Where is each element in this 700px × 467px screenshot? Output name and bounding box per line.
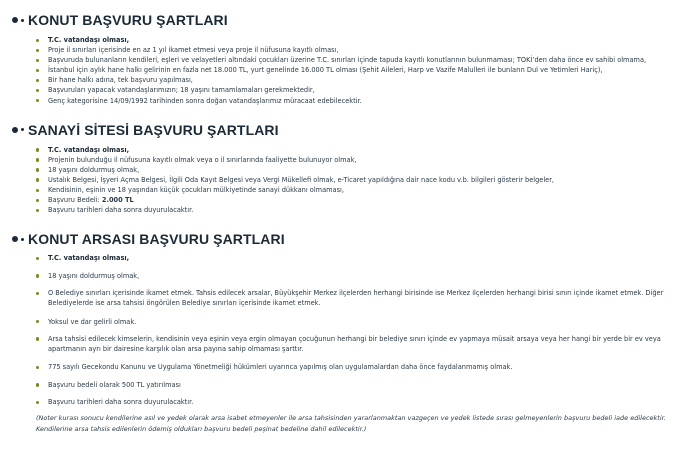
bullet-icon [36, 209, 39, 212]
section-title-text: KONUT ARSASI BAŞVURU ŞARTLARI [28, 231, 285, 248]
list-item: Genç kategorisine 14/09/1992 tarihinden sonra doğan vatandaşlarımız müracaat edebilecektir. [36, 96, 688, 106]
list-item: T.C. vatandaşı olması, [36, 253, 688, 263]
title-bullet-icon [12, 236, 24, 242]
requirements-list [12, 145, 688, 216]
requirements-list [12, 35, 688, 106]
list-item: Başvuruda bulunanların kendileri, eşleri ve velayetleri altındaki çocukları üzerine T.C. sınırları içinde tapuda kayıtlı konutlarının bulunmaması; TOKİ’den daha önce ev sahibi olmama, [36, 55, 688, 65]
list-item: Bir hane halkı adına, tek başvuru yapılması, [36, 75, 688, 85]
fee-amount: 2.000 TL [101, 196, 134, 205]
list-item: Başvuru tarihleri daha sonra duyurulacaktır. [36, 205, 688, 215]
bullet-icon [36, 49, 39, 52]
list-item: Ustalık Belgesi, İşyeri Açma Belgesi, İlgili Oda Kayıt Belgesi veya Vergi Mükellefi olmak, e-Ticaret yapıldığına dair nace kodu v.b. bilgileri gösterir belgeler, [36, 175, 688, 185]
bullet-icon [36, 401, 39, 404]
section-sanayi-sitesi [12, 120, 688, 216]
bullet-icon [36, 99, 39, 102]
list-item: 18 yaşını doldurmuş olmak, [36, 271, 688, 281]
bullet-icon [36, 59, 39, 62]
footnote: (Noter kurası sonucu kendilerine asıl ve yedek olarak arsa isabet etmeyenler ile arsa tahsisinden yararlanmaktan vazgeçen ve yedek listede sırası gelmeyenlerin başvuru bedeli iade edilecektir. Kendilerine arsa tahsis edilenlerin ödemiş oldukları başvuru bedeli peşinat bedeline dahil edilecektir.) [36, 414, 666, 433]
bullet-icon [36, 320, 39, 323]
list-item: T.C. vatandaşı olması, [36, 35, 688, 45]
bullet-icon [36, 178, 39, 181]
bullet-icon [36, 39, 39, 42]
list-item: Başvuruları yapacak vatandaşlarımızın; 18 yaşını tamamlamaları gerekmektedir, [36, 85, 688, 95]
list-item: Proje il sınırları içerisinde en az 1 yıl ikamet etmesi veya proje il nüfusuna kayıtlı olması, [36, 45, 688, 55]
section-konut-arsasi [12, 229, 688, 434]
list-item: Arsa tahsisi edilecek kimselerin, kendisinin veya eşinin veya ergin olmayan çocuğunun herhangi bir belediye sınırı içinde ev yapmaya müsait arsaya veya her hangi bir yerde bir ev veya apartmanın ayrı bir dairesine karşılık olan arsa payına sahip olmaması şarttır. [36, 334, 688, 354]
bullet-icon [36, 148, 39, 151]
list-item: Başvuru tarihleri daha sonra duyurulacaktır. [36, 397, 688, 407]
section-title [12, 120, 688, 140]
section-title-text: KONUT BAŞVURU ŞARTLARI [28, 12, 228, 28]
bullet-icon [36, 366, 39, 369]
bullet-icon [36, 69, 39, 72]
list-item: Yoksul ve dar gelirli olmak. [36, 317, 688, 327]
bullet-icon [36, 199, 39, 202]
section-title [12, 10, 688, 30]
section-title [12, 229, 688, 249]
list-item: 775 sayılı Gecekondu Kanunu ve Uygulama Yönetmeliği hükümleri uyarınca yapılmış olan uygulamalardan daha önce faydalanmamış olmak. [36, 362, 688, 372]
bullet-icon [36, 257, 39, 260]
bullet-icon [36, 79, 39, 82]
list-item: Kendisinin, eşinin ve 18 yaşından küçük çocukları mülkiyetinde sanayi dükkanı olmaması, [36, 185, 688, 195]
bullet-icon [36, 383, 39, 386]
bullet-icon [36, 158, 39, 161]
bullet-icon [36, 337, 39, 340]
bullet-icon [36, 89, 39, 92]
list-item: O Belediye sınırları içerisinde ikamet etmek. Tahsis edilecek arsalar, Büyükşehir Merkez ilçelerden herhangi birisinde ise Merkez ilçelerden herhangi birisi sınırı içinde ikamet etmek. Diğer Belediyelerde ise arsa tahsisi öngörülen Belediye sınırları içerisinde ikamet etmek. [36, 288, 688, 308]
list-item: İstanbul için aylık hane halkı gelirinin en fazla net 18.000 TL, yurt genelinde 16.000 TL olması (Şehit Aileleri, Harp ve Vazife Malulleri ile bunların Dul ve Yetimleri Hariç), [36, 65, 688, 75]
list-item: Projenin bulunduğu il nüfusuna kayıtlı olmak veya o il sınırlarında faaliyette bulunuyor olmak, [36, 155, 688, 165]
list-item: Başvuru bedeli olarak 500 TL yatırılması [36, 380, 688, 390]
title-bullet-icon [12, 127, 24, 133]
requirements-list [12, 253, 688, 407]
bullet-icon [36, 274, 39, 277]
title-bullet-icon [12, 17, 24, 23]
list-item: 18 yaşını doldurmuş olmak, [36, 165, 688, 175]
list-item: Başvuru Bedeli: 2.000 TL [36, 195, 688, 205]
bullet-icon [36, 168, 39, 171]
bullet-icon [36, 189, 39, 192]
list-item: T.C. vatandaşı olması, [36, 145, 688, 155]
section-konut [12, 10, 688, 106]
section-title-text: SANAYİ SİTESİ BAŞVURU ŞARTLARI [28, 121, 279, 138]
bullet-icon [36, 292, 39, 295]
